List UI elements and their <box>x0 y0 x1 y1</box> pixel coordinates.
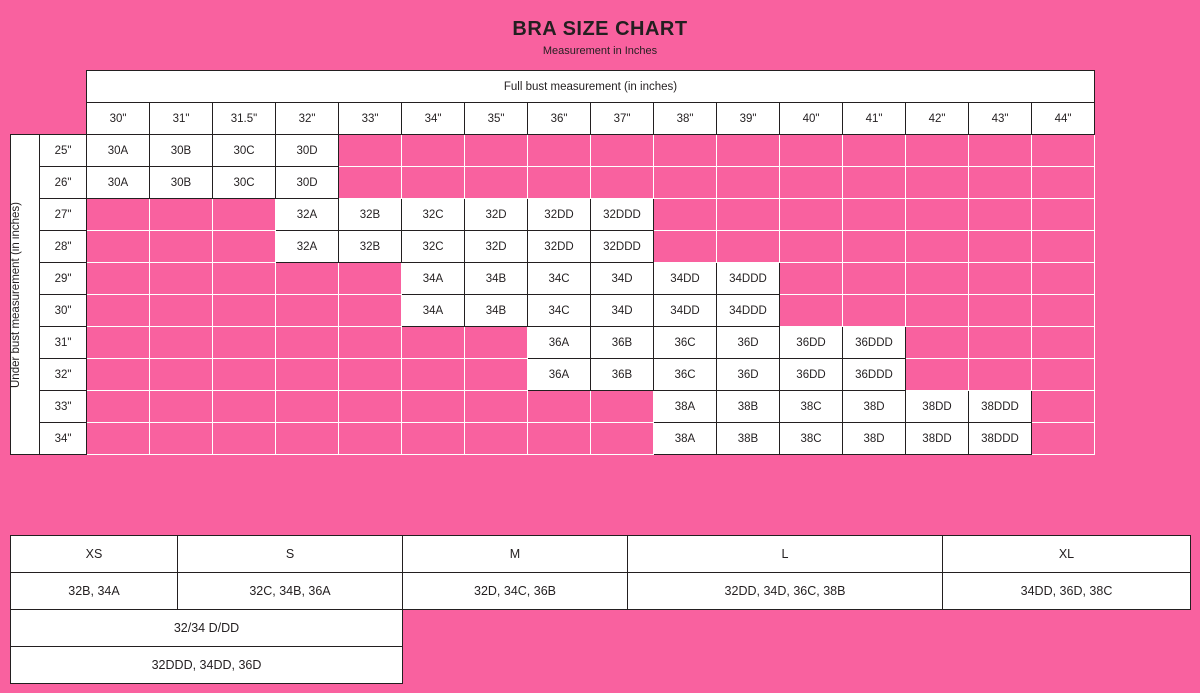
size-cell: 30D <box>276 135 339 167</box>
empty-cell <box>628 610 943 647</box>
empty-cell <box>213 423 276 455</box>
size-cell: 38A <box>654 423 717 455</box>
size-cell: 36A <box>528 327 591 359</box>
empty-cell <box>402 167 465 199</box>
empty-cell <box>780 231 843 263</box>
col-header: 42" <box>906 103 969 135</box>
empty-cell <box>654 135 717 167</box>
size-cell: 32B <box>339 231 402 263</box>
column-header-row <box>11 103 1095 135</box>
size-cell: 38DD <box>906 423 969 455</box>
empty-cell <box>780 295 843 327</box>
empty-cell <box>339 391 402 423</box>
size-cell: 34C <box>528 295 591 327</box>
size-cell: 38C <box>780 423 843 455</box>
empty-cell <box>654 231 717 263</box>
size-cell: 34B <box>465 263 528 295</box>
empty-cell <box>591 391 654 423</box>
empty-cell <box>1032 423 1095 455</box>
size-cell: 34A <box>402 263 465 295</box>
empty-cell <box>87 391 150 423</box>
table-row <box>11 391 1095 423</box>
size-cell: 32DDD <box>591 199 654 231</box>
empty-cell <box>339 359 402 391</box>
row-header: 25" <box>40 135 87 167</box>
size-cell: 32DD <box>528 231 591 263</box>
empty-cell <box>150 231 213 263</box>
empty-cell <box>276 359 339 391</box>
size-cell: 38B <box>717 423 780 455</box>
empty-cell <box>906 263 969 295</box>
empty-cell <box>213 391 276 423</box>
empty-cell <box>213 263 276 295</box>
empty-cell <box>213 199 276 231</box>
size-cell: 32A <box>276 231 339 263</box>
empty-cell <box>213 295 276 327</box>
summary-header: XL <box>943 536 1191 573</box>
size-cell: 30B <box>150 167 213 199</box>
page-subtitle: Measurement in Inches <box>542 45 658 57</box>
size-matrix-table <box>10 70 1095 455</box>
title-block <box>0 0 1200 70</box>
empty-cell <box>591 135 654 167</box>
empty-cell <box>213 231 276 263</box>
empty-cell <box>1032 231 1095 263</box>
size-cell: 36A <box>528 359 591 391</box>
row-header: 30" <box>40 295 87 327</box>
empty-cell <box>654 199 717 231</box>
table-row <box>11 231 1095 263</box>
table-row <box>11 295 1095 327</box>
empty-cell <box>402 327 465 359</box>
empty-cell <box>465 135 528 167</box>
empty-cell <box>402 135 465 167</box>
empty-cell <box>87 231 150 263</box>
page-title: BRA SIZE CHART <box>512 18 688 40</box>
empty-cell <box>717 135 780 167</box>
col-header: 31" <box>150 103 213 135</box>
row-header: 27" <box>40 199 87 231</box>
empty-cell <box>150 391 213 423</box>
empty-cell <box>276 423 339 455</box>
empty-cell <box>969 263 1032 295</box>
row-header: 29" <box>40 263 87 295</box>
empty-cell <box>717 231 780 263</box>
empty-cell <box>969 231 1032 263</box>
size-cell: 38DDD <box>969 423 1032 455</box>
empty-cell <box>402 391 465 423</box>
summary-size-cell: 32DD, 34D, 36C, 38B <box>628 573 943 610</box>
col-header: 38" <box>654 103 717 135</box>
empty-cell <box>780 199 843 231</box>
summary-header: M <box>403 536 628 573</box>
size-cell: 30A <box>87 135 150 167</box>
size-cell: 32C <box>402 231 465 263</box>
empty-cell <box>528 391 591 423</box>
size-cell: 32DD <box>528 199 591 231</box>
size-cell: 30D <box>276 167 339 199</box>
size-cell: 34D <box>591 263 654 295</box>
table-body <box>11 135 1095 455</box>
summary-header: L <box>628 536 943 573</box>
full-bust-group-header: Full bust measurement (in inches) <box>87 71 1095 103</box>
empty-cell <box>87 295 150 327</box>
corner-blank-3 <box>11 103 40 135</box>
empty-cell <box>969 199 1032 231</box>
size-cell: 34DDD <box>717 295 780 327</box>
size-cell: 38C <box>780 391 843 423</box>
empty-cell <box>717 167 780 199</box>
size-cell: 32A <box>276 199 339 231</box>
empty-cell <box>339 327 402 359</box>
size-cell: 34B <box>465 295 528 327</box>
empty-cell <box>943 647 1191 684</box>
col-header: 36" <box>528 103 591 135</box>
header-group-row <box>11 71 1095 103</box>
empty-cell <box>843 135 906 167</box>
col-header: 32" <box>276 103 339 135</box>
size-cell: 32B <box>339 199 402 231</box>
empty-cell <box>339 135 402 167</box>
empty-cell <box>403 610 628 647</box>
empty-cell <box>717 199 780 231</box>
size-cell: 36DD <box>780 327 843 359</box>
corner-blank-1 <box>11 71 40 103</box>
size-cell: 38DDD <box>969 391 1032 423</box>
empty-cell <box>1032 135 1095 167</box>
empty-cell <box>591 423 654 455</box>
table-row <box>11 199 1095 231</box>
empty-cell <box>465 167 528 199</box>
empty-cell <box>906 359 969 391</box>
empty-cell <box>87 263 150 295</box>
empty-cell <box>1032 263 1095 295</box>
summary-size-cell: 32D, 34C, 36B <box>403 573 628 610</box>
empty-cell <box>943 610 1191 647</box>
size-cell: 30B <box>150 135 213 167</box>
empty-cell <box>150 359 213 391</box>
empty-cell <box>465 359 528 391</box>
empty-cell <box>780 135 843 167</box>
size-cell: 30C <box>213 135 276 167</box>
col-header: 31.5" <box>213 103 276 135</box>
row-header: 28" <box>40 231 87 263</box>
table-row <box>11 327 1095 359</box>
empty-cell <box>780 167 843 199</box>
size-cell: 34D <box>591 295 654 327</box>
empty-cell <box>87 199 150 231</box>
col-header: 33" <box>339 103 402 135</box>
size-cell: 36D <box>717 359 780 391</box>
empty-cell <box>150 423 213 455</box>
empty-cell <box>339 263 402 295</box>
col-header: 35" <box>465 103 528 135</box>
corner-blank-4 <box>40 103 87 135</box>
summary-extra-cell: 32DDD, 34DD, 36D <box>11 647 403 684</box>
empty-cell <box>87 423 150 455</box>
empty-cell <box>843 263 906 295</box>
empty-cell <box>969 327 1032 359</box>
summary-extra-row <box>11 610 1191 647</box>
size-cell: 36C <box>654 327 717 359</box>
empty-cell <box>906 295 969 327</box>
size-cell: 36C <box>654 359 717 391</box>
empty-cell <box>465 327 528 359</box>
corner-blank-2 <box>40 71 87 103</box>
col-header: 43" <box>969 103 1032 135</box>
empty-cell <box>528 135 591 167</box>
empty-cell <box>339 167 402 199</box>
size-cell: 34DDD <box>717 263 780 295</box>
empty-cell <box>276 327 339 359</box>
col-header: 44" <box>1032 103 1095 135</box>
empty-cell <box>969 135 1032 167</box>
summary-header-row <box>11 536 1191 573</box>
empty-cell <box>969 359 1032 391</box>
empty-cell <box>654 167 717 199</box>
col-header: 37" <box>591 103 654 135</box>
summary-size-cell: 34DD, 36D, 38C <box>943 573 1191 610</box>
empty-cell <box>1032 359 1095 391</box>
row-header: 33" <box>40 391 87 423</box>
empty-cell <box>1032 327 1095 359</box>
empty-cell <box>906 199 969 231</box>
empty-cell <box>843 167 906 199</box>
empty-cell <box>150 263 213 295</box>
empty-cell <box>843 295 906 327</box>
empty-cell <box>1032 167 1095 199</box>
col-header: 30" <box>87 103 150 135</box>
table-head <box>11 71 1095 135</box>
table-row <box>11 263 1095 295</box>
empty-cell <box>906 231 969 263</box>
empty-cell <box>969 167 1032 199</box>
col-header: 34" <box>402 103 465 135</box>
empty-cell <box>465 391 528 423</box>
table-row <box>11 423 1095 455</box>
size-cell: 34DD <box>654 263 717 295</box>
empty-cell <box>276 391 339 423</box>
col-header: 39" <box>717 103 780 135</box>
empty-cell <box>87 359 150 391</box>
empty-cell <box>528 167 591 199</box>
empty-cell <box>780 263 843 295</box>
summary-header: S <box>178 536 403 573</box>
size-cell: 38DD <box>906 391 969 423</box>
empty-cell <box>591 167 654 199</box>
row-header: 34" <box>40 423 87 455</box>
size-cell: 36DDD <box>843 359 906 391</box>
summary-extra-row <box>11 647 1191 684</box>
empty-cell <box>213 359 276 391</box>
empty-cell <box>276 263 339 295</box>
empty-cell <box>528 423 591 455</box>
empty-cell <box>843 231 906 263</box>
row-header: 26" <box>40 167 87 199</box>
size-cell: 32DDD <box>591 231 654 263</box>
empty-cell <box>402 423 465 455</box>
col-header: 41" <box>843 103 906 135</box>
size-cell: 38D <box>843 423 906 455</box>
empty-cell <box>87 327 150 359</box>
size-cell: 34DD <box>654 295 717 327</box>
empty-cell <box>906 135 969 167</box>
under-bust-axis-label <box>11 135 40 455</box>
empty-cell <box>843 199 906 231</box>
empty-cell <box>339 295 402 327</box>
empty-cell <box>150 295 213 327</box>
empty-cell <box>213 327 276 359</box>
table-row <box>11 359 1095 391</box>
empty-cell <box>1032 295 1095 327</box>
size-summary-table <box>10 535 1191 684</box>
empty-cell <box>906 167 969 199</box>
size-cell: 36DDD <box>843 327 906 359</box>
size-cell: 38D <box>843 391 906 423</box>
empty-cell <box>150 199 213 231</box>
size-cell: 36B <box>591 359 654 391</box>
empty-cell <box>906 327 969 359</box>
size-cell: 36D <box>717 327 780 359</box>
size-cell: 30A <box>87 167 150 199</box>
row-header: 32" <box>40 359 87 391</box>
size-cell: 34C <box>528 263 591 295</box>
size-cell: 32D <box>465 231 528 263</box>
row-header: 31" <box>40 327 87 359</box>
under-bust-axis-label-text: Under bust measurement (in inches) <box>10 201 22 388</box>
size-cell: 32D <box>465 199 528 231</box>
empty-cell <box>969 295 1032 327</box>
empty-cell <box>1032 391 1095 423</box>
empty-cell <box>150 327 213 359</box>
empty-cell <box>1032 199 1095 231</box>
size-cell: 34A <box>402 295 465 327</box>
empty-cell <box>339 423 402 455</box>
empty-cell <box>465 423 528 455</box>
empty-cell <box>403 647 628 684</box>
size-cell: 38B <box>717 391 780 423</box>
empty-cell <box>628 647 943 684</box>
summary-header: XS <box>11 536 178 573</box>
table-row <box>11 135 1095 167</box>
size-cell: 36B <box>591 327 654 359</box>
summary-sizes-row <box>11 573 1191 610</box>
summary-size-cell: 32C, 34B, 36A <box>178 573 403 610</box>
col-header: 40" <box>780 103 843 135</box>
empty-cell <box>402 359 465 391</box>
size-cell: 38A <box>654 391 717 423</box>
table-row <box>11 167 1095 199</box>
size-cell: 30C <box>213 167 276 199</box>
summary-size-cell: 32B, 34A <box>11 573 178 610</box>
empty-cell <box>276 295 339 327</box>
size-cell: 36DD <box>780 359 843 391</box>
size-cell: 32C <box>402 199 465 231</box>
summary-extra-cell: 32/34 D/DD <box>11 610 403 647</box>
